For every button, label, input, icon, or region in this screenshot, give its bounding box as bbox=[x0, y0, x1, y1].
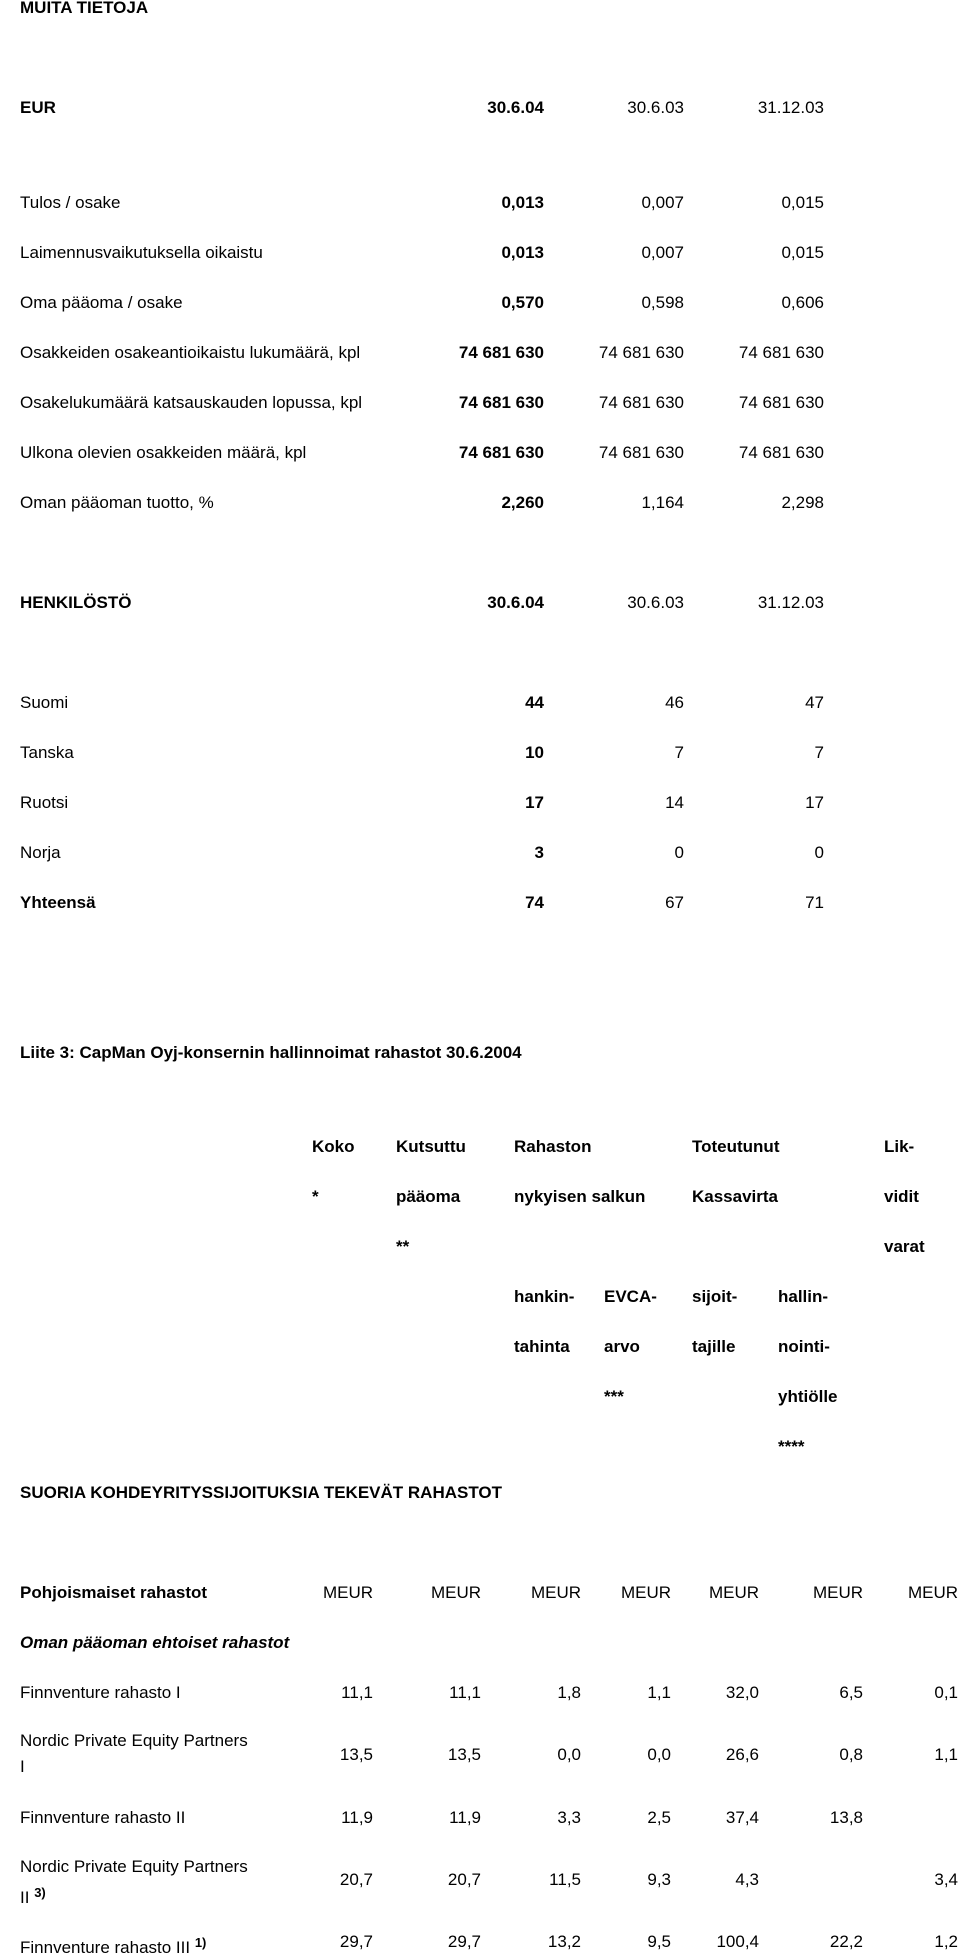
row-label: Oman pääoman tuotto, % bbox=[20, 493, 214, 512]
value-cell: 13,8 bbox=[829, 1808, 863, 1827]
row-label: Ulkona olevien osakkeiden määrä, kpl bbox=[20, 443, 307, 462]
unit-cell: MEUR bbox=[430, 1583, 481, 1602]
value-cell: 17 bbox=[805, 793, 824, 812]
value-cell: 11,9 bbox=[449, 1808, 481, 1827]
value-cell: 74 681 630 bbox=[738, 443, 824, 462]
value-cell: 0 bbox=[814, 843, 824, 862]
value-cell: 74 681 630 bbox=[598, 343, 684, 362]
value-cell: 0,015 bbox=[781, 193, 824, 212]
col-header: tajille bbox=[692, 1337, 736, 1356]
value-cell: 20,7 bbox=[447, 1870, 481, 1889]
value-cell: 0,0 bbox=[557, 1745, 581, 1764]
value-cell: 74 681 630 bbox=[458, 443, 544, 462]
value-cell: 6,5 bbox=[839, 1683, 863, 1702]
value-cell: 74 681 630 bbox=[458, 343, 544, 362]
value-cell: 0,0 bbox=[647, 1745, 671, 1764]
value-cell: 14 bbox=[665, 793, 684, 812]
col-header: arvo bbox=[604, 1337, 640, 1356]
fund-name-cont bbox=[20, 1883, 46, 1908]
value-cell: 10 bbox=[525, 743, 544, 762]
row-label: Tanska bbox=[20, 743, 74, 762]
col-header: nointi- bbox=[778, 1337, 830, 1356]
header-date-1: 30.6.04 bbox=[487, 98, 544, 117]
col-header: EVCA- bbox=[604, 1287, 657, 1306]
col-header: hankin- bbox=[514, 1287, 575, 1306]
value-cell: 22,2 bbox=[829, 1932, 863, 1951]
value-cell: 13,5 bbox=[447, 1745, 481, 1764]
value-cell: 3,4 bbox=[934, 1870, 958, 1889]
value-cell: 47 bbox=[805, 693, 824, 712]
col-header: nykyisen salkun bbox=[514, 1187, 646, 1206]
unit-cell: MEUR bbox=[322, 1583, 373, 1602]
col-header: yhtiölle bbox=[778, 1387, 838, 1406]
value-cell: 9,5 bbox=[647, 1932, 671, 1951]
value-cell: 17 bbox=[525, 793, 544, 812]
value-cell: 13,5 bbox=[339, 1745, 373, 1764]
value-cell: 4,3 bbox=[735, 1870, 759, 1889]
row-label: Oma pääoma / osake bbox=[20, 293, 183, 312]
fund-name: Nordic Private Equity Partners bbox=[20, 1731, 248, 1750]
value-cell: 29,7 bbox=[447, 1932, 481, 1951]
row-label: Osakkeiden osakeantioikaistu lukumäärä, kpl bbox=[20, 343, 361, 362]
col-header: hallin- bbox=[778, 1287, 829, 1306]
value-cell: 11,1 bbox=[341, 1683, 373, 1702]
appendix-title: Liite 3: CapMan Oyj-konsernin hallinnoimat rahastot 30.6.2004 bbox=[20, 1043, 522, 1062]
value-cell: 0 bbox=[674, 843, 684, 862]
fund-name-cont: I bbox=[20, 1757, 25, 1776]
value-cell: 1,164 bbox=[641, 493, 684, 512]
col-header: tahinta bbox=[514, 1337, 570, 1356]
value-cell: 20,7 bbox=[339, 1870, 373, 1889]
footnote-marker: 1) bbox=[194, 1935, 207, 1950]
value-cell: 0,606 bbox=[781, 293, 824, 312]
fund-name-suffix: II bbox=[20, 1888, 30, 1907]
value-cell: 0,007 bbox=[641, 243, 684, 262]
value-cell: 3 bbox=[534, 843, 544, 862]
subgroup-heading: Oman pääoman ehtoiset rahastot bbox=[20, 1633, 290, 1652]
header-date-2: 30.6.03 bbox=[627, 98, 684, 117]
unit-cell: MEUR bbox=[907, 1583, 958, 1602]
value-cell: 32,0 bbox=[725, 1683, 759, 1702]
value-cell: 67 bbox=[665, 893, 684, 912]
unit-cell: MEUR bbox=[620, 1583, 671, 1602]
col-header: Lik- bbox=[884, 1137, 915, 1156]
value-cell: 100,4 bbox=[716, 1932, 759, 1951]
value-cell: 74 bbox=[525, 893, 544, 912]
value-cell: 0,598 bbox=[641, 293, 684, 312]
category-heading: SUORIA KOHDEYRITYSSIJOITUKSIA TEKEVÄT RAHASTOT bbox=[20, 1483, 503, 1502]
value-cell: 0,015 bbox=[781, 243, 824, 262]
col-header: Toteutunut bbox=[692, 1137, 780, 1156]
value-cell: 7 bbox=[814, 743, 824, 762]
unit-cell: MEUR bbox=[812, 1583, 863, 1602]
row-label: Suomi bbox=[20, 693, 69, 712]
col-header: sijoit- bbox=[692, 1287, 738, 1306]
fund-name: Finnventure rahasto I bbox=[20, 1683, 181, 1702]
header-date-3: 31.12.03 bbox=[757, 98, 824, 117]
value-cell: 7 bbox=[674, 743, 684, 762]
value-cell: 29,7 bbox=[339, 1932, 373, 1951]
value-cell: 9,3 bbox=[647, 1870, 671, 1889]
value-cell: 2,298 bbox=[781, 493, 824, 512]
value-cell: 26,6 bbox=[725, 1745, 759, 1764]
value-cell: 37,4 bbox=[725, 1808, 759, 1827]
value-cell: 71 bbox=[805, 893, 824, 912]
fund-name: Nordic Private Equity Partners bbox=[20, 1857, 248, 1876]
value-cell: 1,1 bbox=[647, 1683, 671, 1702]
value-cell: 44 bbox=[525, 693, 544, 712]
value-cell: 74 681 630 bbox=[458, 393, 544, 412]
value-cell: 1,2 bbox=[934, 1932, 958, 1951]
col-header: pääoma bbox=[396, 1187, 461, 1206]
value-cell: 74 681 630 bbox=[598, 443, 684, 462]
unit-cell: MEUR bbox=[708, 1583, 759, 1602]
col-header: *** bbox=[604, 1387, 624, 1406]
header-date-3: 31.12.03 bbox=[757, 593, 824, 612]
col-header: Rahaston bbox=[514, 1137, 592, 1156]
value-cell: 0,013 bbox=[501, 193, 544, 212]
col-header: Kutsuttu bbox=[396, 1137, 466, 1156]
col-header: vidit bbox=[884, 1187, 919, 1206]
col-header: ** bbox=[396, 1237, 410, 1256]
col-header: Koko bbox=[312, 1137, 355, 1156]
header-date-2: 30.6.03 bbox=[627, 593, 684, 612]
header-date-1: 30.6.04 bbox=[487, 593, 544, 612]
value-cell: 46 bbox=[665, 693, 684, 712]
value-cell: 74 681 630 bbox=[598, 393, 684, 412]
section-title: MUITA TIETOJA bbox=[20, 0, 149, 17]
row-label: Osakelukumäärä katsauskauden lopussa, kpl bbox=[20, 393, 363, 412]
footnote-marker: 3) bbox=[34, 1885, 46, 1900]
value-cell: 0,007 bbox=[641, 193, 684, 212]
value-cell: 2,5 bbox=[647, 1808, 671, 1827]
value-cell: 0,8 bbox=[839, 1745, 863, 1764]
row-label: Tulos / osake bbox=[20, 193, 121, 212]
value-cell: 3,3 bbox=[557, 1808, 581, 1827]
row-label: Norja bbox=[20, 843, 61, 862]
value-cell: 2,260 bbox=[501, 493, 544, 512]
fund-name bbox=[20, 1933, 206, 1958]
value-cell: 1,1 bbox=[934, 1745, 958, 1764]
row-label: Ruotsi bbox=[20, 793, 69, 812]
value-cell: 0,1 bbox=[934, 1683, 958, 1702]
col-header: Kassavirta bbox=[692, 1187, 779, 1206]
value-cell: 11,9 bbox=[341, 1808, 373, 1827]
group-heading: Pohjoismaiset rahastot bbox=[20, 1583, 208, 1602]
personnel-heading: HENKILÖSTÖ bbox=[20, 593, 132, 612]
col-header: * bbox=[312, 1187, 319, 1206]
value-cell: 13,2 bbox=[547, 1932, 581, 1951]
col-header: **** bbox=[778, 1437, 805, 1456]
fund-name: Finnventure rahasto II bbox=[20, 1808, 186, 1827]
col-header: varat bbox=[884, 1237, 925, 1256]
header-eur: EUR bbox=[20, 98, 56, 117]
row-label: Yhteensä bbox=[20, 893, 96, 912]
value-cell: 0,570 bbox=[501, 293, 544, 312]
value-cell: 74 681 630 bbox=[738, 343, 824, 362]
row-label: Laimennusvaikutuksella oikaistu bbox=[20, 243, 263, 262]
value-cell: 11,1 bbox=[449, 1683, 481, 1702]
unit-cell: MEUR bbox=[530, 1583, 581, 1602]
value-cell: 1,8 bbox=[557, 1683, 581, 1702]
fund-name-text: Finnventure rahasto III bbox=[20, 1938, 191, 1957]
value-cell: 0,013 bbox=[501, 243, 544, 262]
value-cell: 74 681 630 bbox=[738, 393, 824, 412]
value-cell: 11,5 bbox=[549, 1870, 581, 1889]
